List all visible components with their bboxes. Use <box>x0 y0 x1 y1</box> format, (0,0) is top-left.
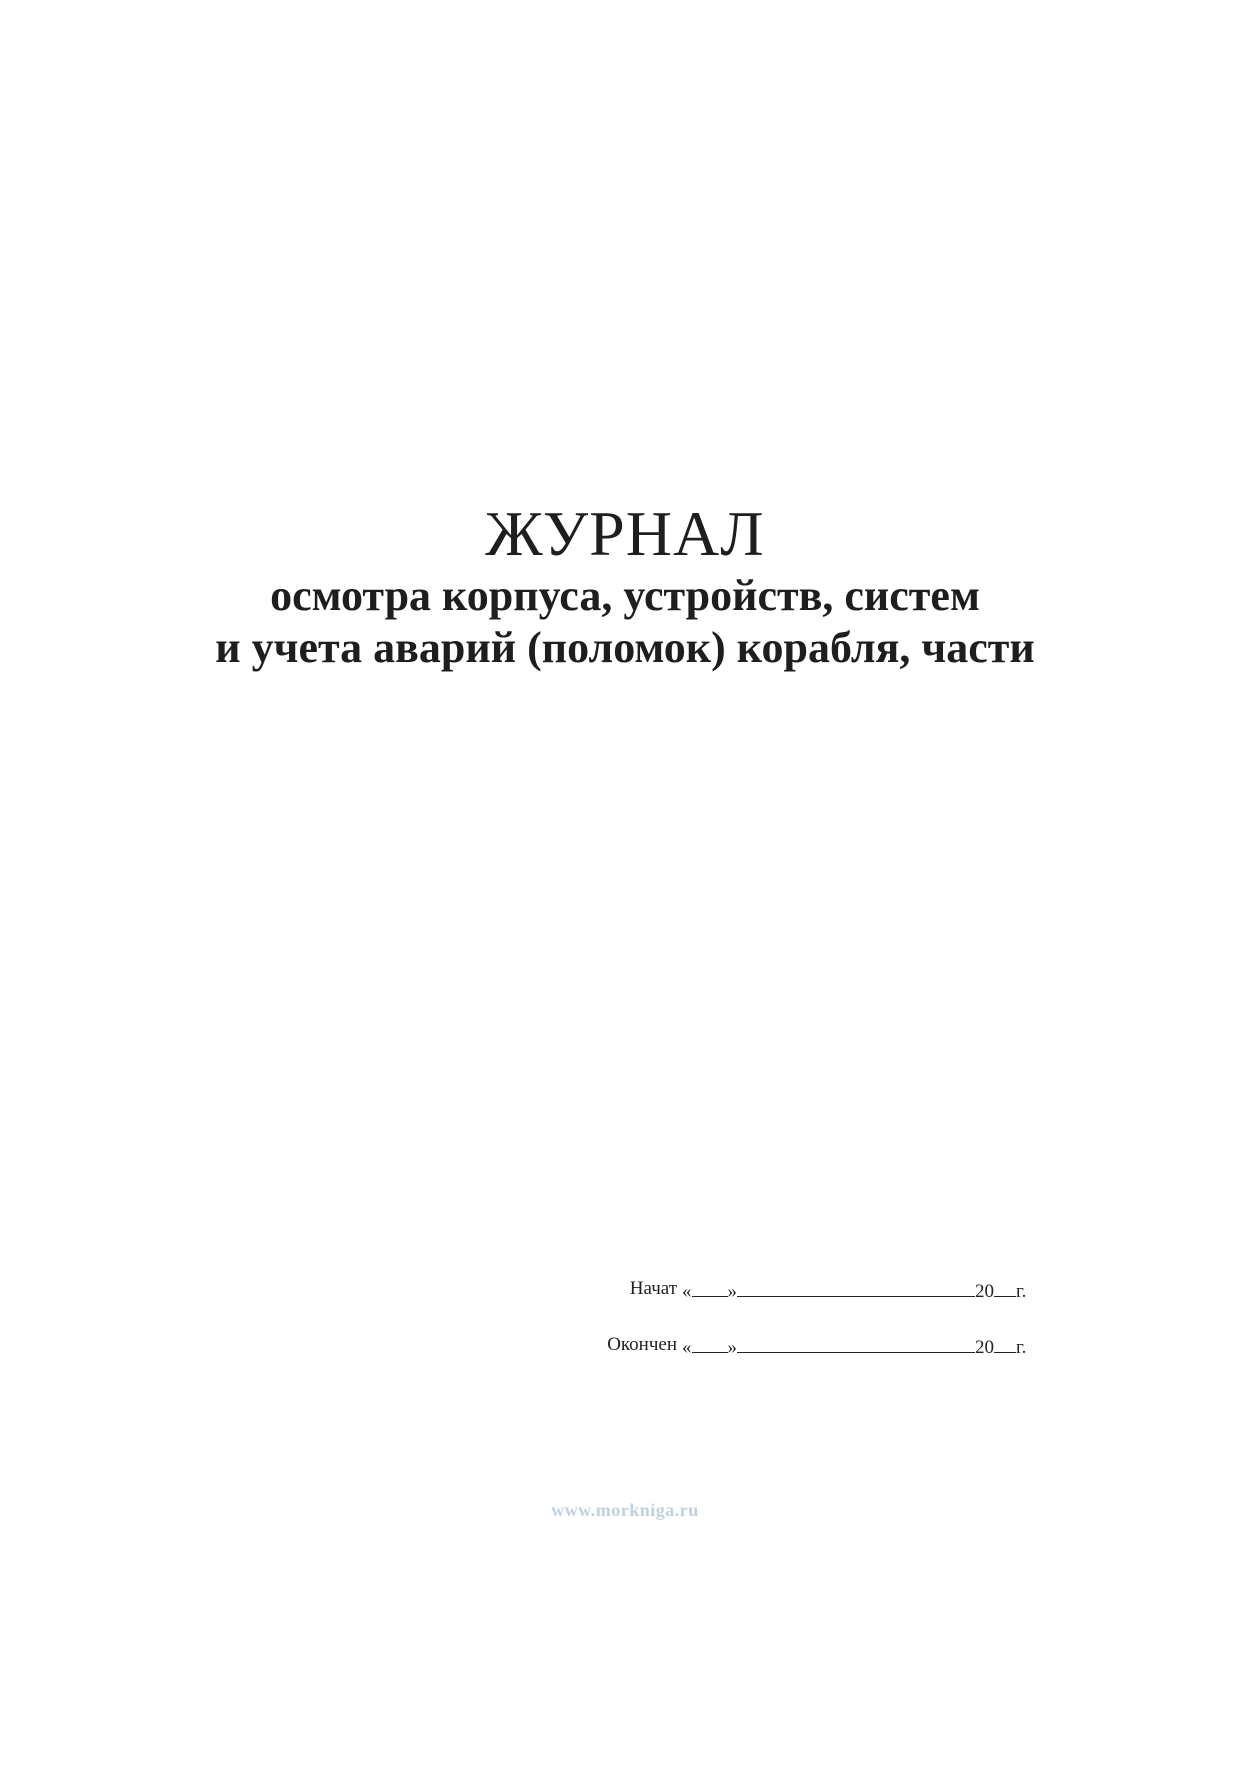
finished-label: Окончен <box>607 1334 677 1355</box>
year-suffix: г. <box>1016 1337 1027 1358</box>
month-blank <box>737 1278 975 1297</box>
day-blank <box>692 1334 728 1353</box>
document-subtitle-line-1: осмотра корпуса, устройств, систем <box>270 571 980 620</box>
watermark-url: www.morkniga.ru <box>551 1500 699 1520</box>
year-blank <box>994 1334 1016 1353</box>
finished-date-fill <box>682 1334 1026 1359</box>
year-blank <box>994 1278 1016 1297</box>
year-prefix: 20 <box>975 1337 994 1358</box>
document-title: ЖУРНАЛ <box>485 498 765 569</box>
started-date-row <box>580 1278 1100 1308</box>
started-label: Начат <box>629 1278 677 1299</box>
close-quote: » <box>727 1281 737 1302</box>
title-block <box>0 498 1250 674</box>
close-quote: » <box>727 1337 737 1358</box>
day-blank <box>692 1278 728 1297</box>
document-subtitle-line-2: и учета аварий (поломок) корабля, части <box>215 623 1035 672</box>
open-quote: « <box>682 1337 692 1358</box>
year-prefix: 20 <box>975 1281 994 1302</box>
date-fields <box>580 1278 1100 1390</box>
started-date-fill <box>682 1278 1026 1303</box>
open-quote: « <box>682 1281 692 1302</box>
year-suffix: г. <box>1016 1281 1027 1302</box>
month-blank <box>737 1334 975 1353</box>
finished-date-row <box>580 1334 1100 1364</box>
